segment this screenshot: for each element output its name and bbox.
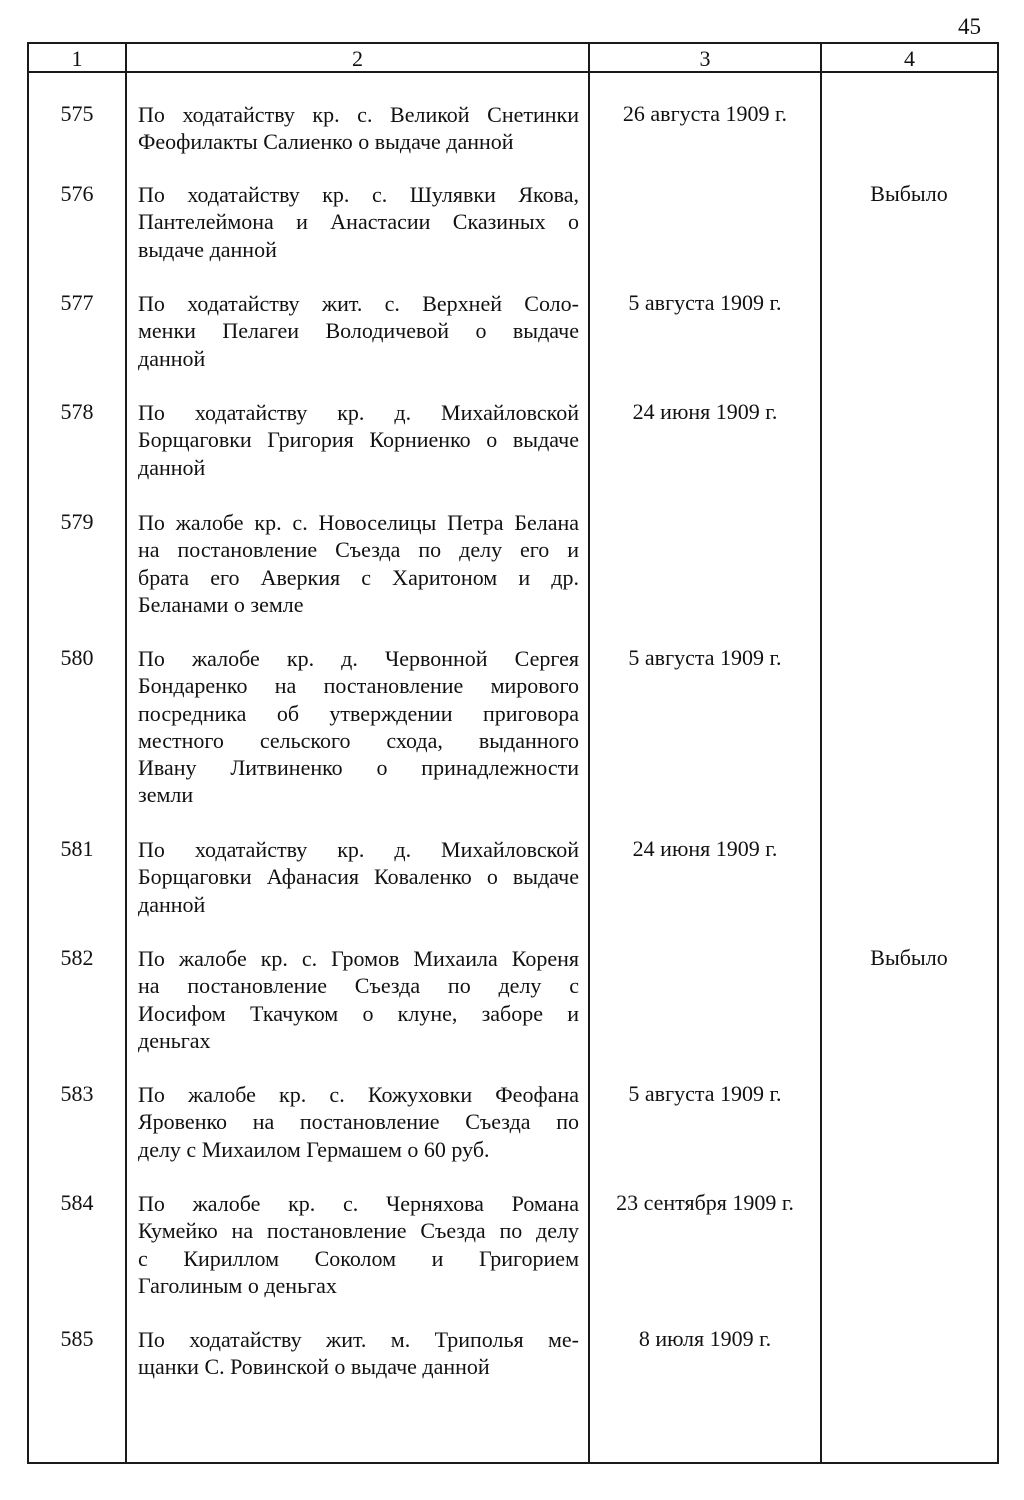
entry-date: 24 июня 1909 г. (632, 836, 778, 861)
description-line: По жалобе кр. с. Громов Михаила Кореня (138, 946, 579, 971)
column-divider (125, 44, 127, 1462)
description-line: По ходатайству кр. д. Михайловской (138, 837, 579, 862)
entry-date: 23 сентября 1909 г. (616, 1190, 794, 1215)
description-line: на постановление Съезда по делу его и (138, 537, 579, 563)
entry-note: Выбыло (870, 181, 948, 206)
description-line: По ходатайству кр. с. Великой Снетинки (138, 102, 579, 127)
entry-description (138, 945, 579, 1054)
entry-date: 24 июня 1909 г. (632, 399, 778, 424)
description-line: По жалобе кр. с. Черняхова Романа (138, 1191, 579, 1216)
column-header-1: 1 (71, 46, 83, 71)
entry-number: 583 (60, 1081, 94, 1106)
page-number: 45 (958, 14, 981, 39)
entry-number: 577 (60, 290, 94, 315)
column-divider (588, 44, 590, 1462)
description-line: Гаголиным о деньгах (138, 1272, 337, 1298)
description-line: посредника об утверждении приговора (138, 700, 579, 726)
description-line: Борщаговки Афанасия Коваленко о выдаче (138, 864, 579, 890)
description-line: Борщаговки Григория Корниенко о выдаче (138, 427, 579, 453)
entry-description (138, 1326, 579, 1381)
description-line: Феофилакты Салиенко о выдаче данной (138, 129, 514, 155)
description-line: Беланами о земле (138, 591, 304, 617)
description-line: данной (138, 345, 206, 371)
description-line: Иосифом Ткачуком о клуне, заборе и (138, 1000, 579, 1026)
column-header-2: 2 (352, 46, 363, 71)
entry-number: 578 (60, 399, 94, 424)
description-line: По ходатайству кр. д. Михайловской (138, 400, 579, 425)
description-line: менки Пелагеи Володичевой о выдаче (138, 318, 579, 344)
entry-number: 576 (60, 181, 94, 206)
entry-number: 581 (60, 836, 94, 861)
entry-description (138, 1081, 579, 1163)
entry-number: 585 (60, 1326, 94, 1351)
description-line: щанки С. Ровинской о выдаче данной (138, 1354, 490, 1380)
description-line: Пантелеймона и Анастасии Сказиных о (138, 209, 579, 235)
entry-description (138, 836, 579, 918)
description-line: деньгах (138, 1027, 211, 1053)
description-line: выдаче данной (138, 236, 277, 262)
description-line: По жалобе кр. с. Новоселицы Петра Белана (138, 510, 579, 535)
entry-note: Выбыло (870, 945, 948, 970)
description-line: данной (138, 891, 206, 917)
description-line: земли (138, 782, 194, 808)
entry-number: 579 (60, 509, 94, 534)
description-line: Ивану Литвиненко о принадлежности (138, 755, 579, 781)
entry-number: 580 (60, 645, 94, 670)
entry-date: 5 августа 1909 г. (628, 1081, 782, 1106)
entry-date: 8 июля 1909 г. (638, 1326, 772, 1351)
description-line: на постановление Съезда по делу с (138, 973, 579, 999)
entry-date: 5 августа 1909 г. (628, 290, 782, 315)
description-line: По жалобе кр. с. Кожуховки Феофана (138, 1082, 579, 1107)
description-line: Кумейко на постановление Съезда по делу (138, 1218, 579, 1244)
entry-description (138, 399, 579, 481)
description-line: По ходатайству жит. с. Верхней Соло- (138, 291, 579, 316)
description-line: По ходатайству кр. с. Шулявки Якова, (138, 182, 579, 207)
entry-description (138, 101, 579, 156)
entry-date: 26 августа 1909 г. (622, 101, 788, 126)
description-line: Бондаренко на постановление мирового (138, 673, 579, 699)
entry-number: 584 (60, 1190, 94, 1215)
description-line: местного сельского схода, выданного (138, 727, 579, 753)
column-header-4: 4 (904, 46, 915, 71)
entry-description (138, 645, 579, 809)
entry-number: 582 (60, 945, 94, 970)
entry-description (138, 290, 579, 372)
register-table (27, 42, 999, 1464)
entry-date: 5 августа 1909 г. (628, 645, 782, 670)
description-line: брата его Аверкия с Харитоном и др. (138, 564, 579, 590)
entry-description (138, 1190, 579, 1299)
entry-description (138, 181, 579, 263)
entry-description (138, 509, 579, 618)
description-line: Яровенко на постановление Съезда по (138, 1109, 579, 1135)
description-line: с Кириллом Соколом и Григорием (138, 1245, 579, 1271)
description-line: данной (138, 454, 206, 480)
column-header-3: 3 (699, 46, 711, 71)
description-line: делу с Михаилом Гермашем о 60 руб. (138, 1136, 490, 1162)
description-line: По ходатайству жит. м. Триполья ме- (138, 1327, 579, 1352)
entry-number: 575 (60, 101, 94, 126)
description-line: По жалобе кр. д. Червонной Сергея (138, 646, 579, 671)
column-divider (820, 44, 822, 1462)
